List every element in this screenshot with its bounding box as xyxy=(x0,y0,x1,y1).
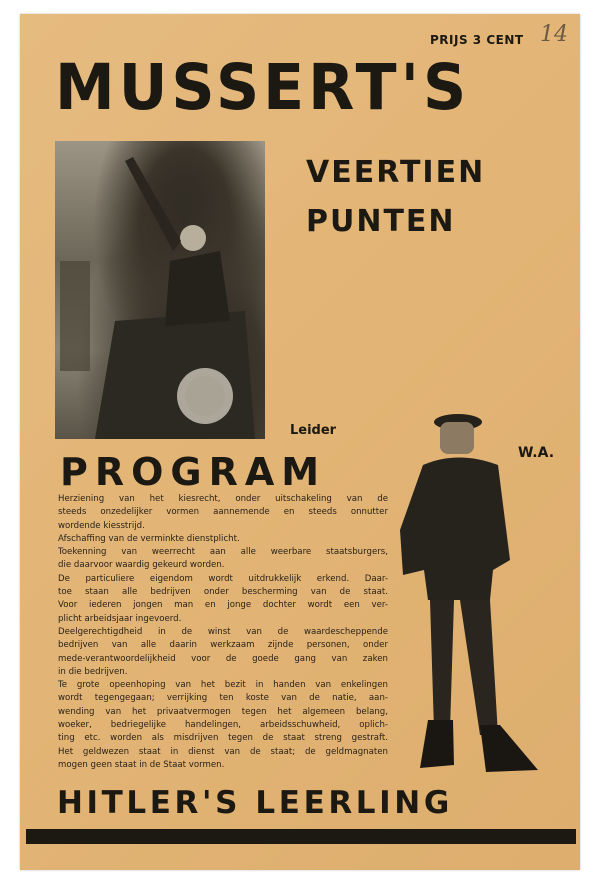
program-line: woeker, bedriegelijke handelingen, arbeidsschuwheid, oplich- xyxy=(58,720,388,731)
program-line: ting etc. worden als misdrijven tegen de staat streng gestraft. xyxy=(58,733,388,744)
program-line: wending van het privaatvermogen tegen het algemeen belang, xyxy=(58,706,388,717)
program-line: mede-verantwoordelijkheid voor de goede gang van zaken xyxy=(58,653,388,664)
program-line: Toekenning van weerrecht aan alle weerbare staatsburgers, xyxy=(58,547,388,558)
photo-caption-wa: W.A. xyxy=(518,445,555,461)
program-line: Het geldwezen staat in dienst van de staat; de geldmagnaten xyxy=(58,746,388,757)
program-heading: PROGRAM xyxy=(60,450,327,494)
handwritten-number: 14 xyxy=(540,22,568,47)
page-title: MUSSERT'S xyxy=(55,51,471,125)
photo-wa-man xyxy=(398,410,548,780)
program-line: Te grote opeenhoping van het bezit in handen van enkelingen xyxy=(58,680,388,691)
photo-leader-in-car xyxy=(55,141,265,439)
price-label: PRIJS 3 CENT xyxy=(430,33,524,47)
program-line: mogen geen staat in de Staat vormen. xyxy=(58,759,225,770)
subtitle-line-1: VEERTIEN xyxy=(306,155,486,190)
program-line: toe staan alle bedrijven onder bescherming van de staat. xyxy=(58,587,388,598)
program-line: De particuliere eigendom wordt uitdrukkelijk erkend. Daar- xyxy=(58,573,388,584)
program-line: bedrijven van alle daarin werkzaam zijnde personen, onder xyxy=(58,640,388,651)
program-line: in die bedrijven. xyxy=(58,666,128,677)
program-line: Herziening van het kiesrecht, onder uitschakeling van de xyxy=(58,494,388,504)
program-line: Deelgerechtigdheid in de winst van de waardescheppende xyxy=(58,626,388,637)
program-line: Afschaffing van de verminkte dienstplicht. xyxy=(58,533,240,544)
program-text xyxy=(58,493,388,772)
program-line: wordt tegengegaan; verrijking ten koste van de natie, aan- xyxy=(58,693,388,704)
photo-caption-leider: Leider xyxy=(290,423,337,438)
program-line: die daarvoor waardig gekeurd worden. xyxy=(58,560,225,571)
program-line: steeds onzedelijker vormen aannemende en steeds onnutter xyxy=(58,507,388,518)
program-line: wordende kiesstrijd. xyxy=(58,520,145,531)
program-line: Voor iederen jongen man en jonge dochter wordt een ver- xyxy=(58,600,388,611)
footer-title: HITLER'S LEERLING xyxy=(57,785,453,821)
subtitle-line-2: PUNTEN xyxy=(306,204,456,239)
photo-illustration xyxy=(55,141,265,439)
bottom-rule xyxy=(26,829,576,844)
uniformed-figure-illustration xyxy=(398,410,548,780)
program-line: plicht arbeidsjaar ingevoerd. xyxy=(58,613,182,624)
